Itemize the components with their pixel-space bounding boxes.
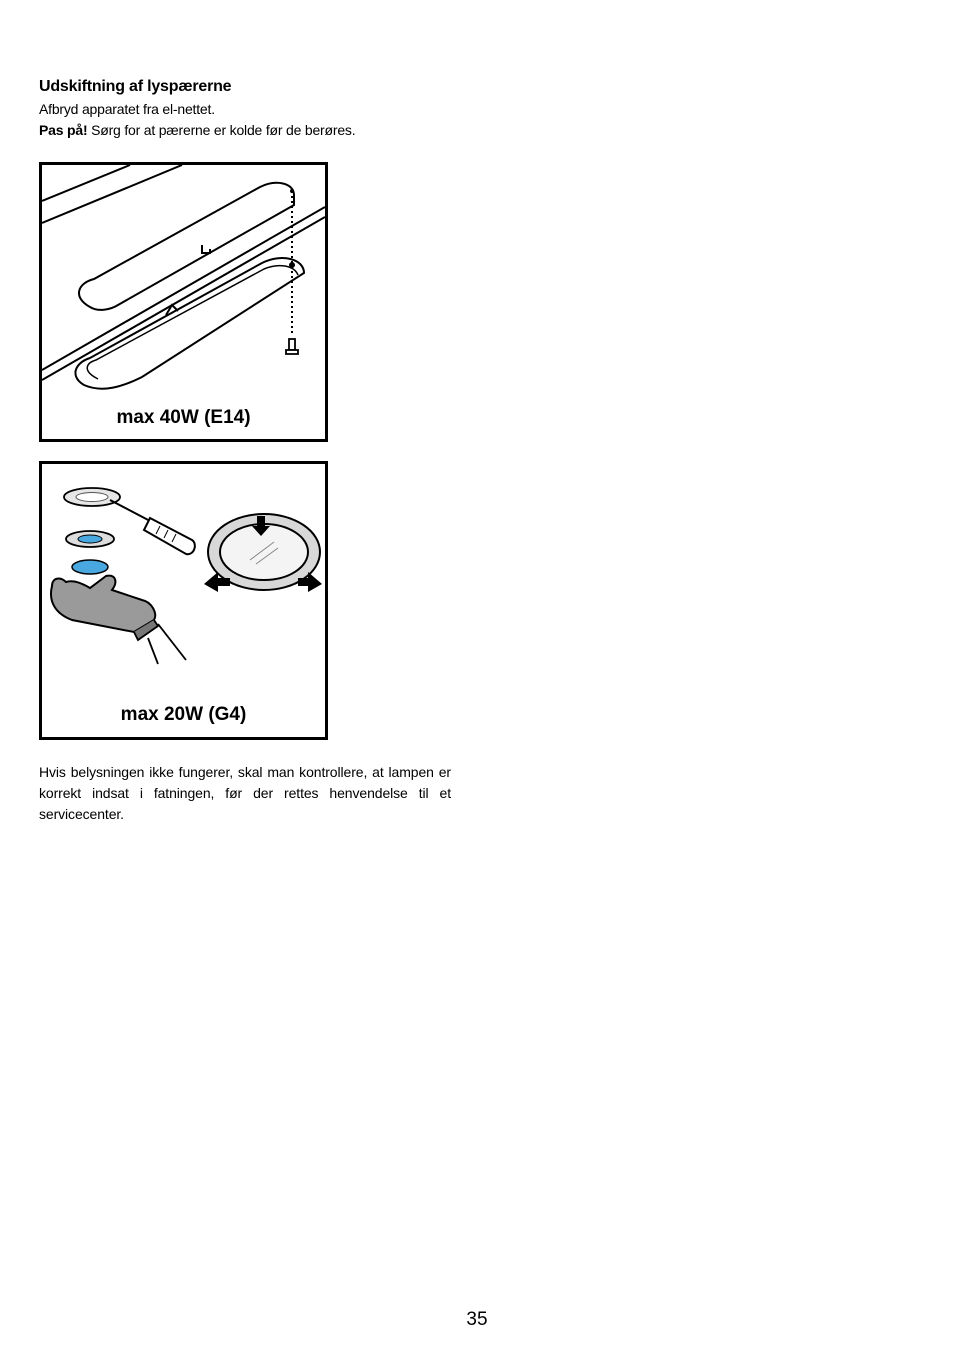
- page-number: 35: [466, 1309, 488, 1330]
- g4-lamp-illustration: [42, 464, 325, 737]
- figure-g4-lamp: [39, 461, 328, 740]
- instruction-line: [39, 101, 215, 117]
- warning-line: [39, 122, 355, 138]
- disconnect-instruction: Afbryd apparatet fra el-nettet.: [39, 101, 215, 117]
- screwdriver-icon: [110, 500, 195, 554]
- screw-icon: [286, 339, 298, 354]
- section-title: Udskiftning af lyspærerne: [39, 78, 232, 95]
- lamp-housing-icon: [66, 531, 114, 547]
- figure-e14-lamp: [39, 162, 328, 442]
- figure-caption-g4: max 20W (G4): [120, 704, 247, 725]
- figure-caption-e14: max 40W (E14): [116, 407, 251, 428]
- gloved-hand-icon: [51, 576, 186, 664]
- ring-cover-icon: [64, 488, 120, 506]
- warning-text: Sørg for at pærerne er kolde før de berøres.: [87, 122, 356, 138]
- bulb-cover-icon: [72, 560, 108, 574]
- warning-label: Pas på!: [39, 122, 88, 138]
- troubleshooting-note: Hvis belysningen ikke fungerer, skal man kontrollere, at lampen er korrekt indsat i fatningen, før der rettes henvendelse til et servicecenter.: [39, 764, 451, 822]
- e14-lamp-illustration: [42, 165, 325, 439]
